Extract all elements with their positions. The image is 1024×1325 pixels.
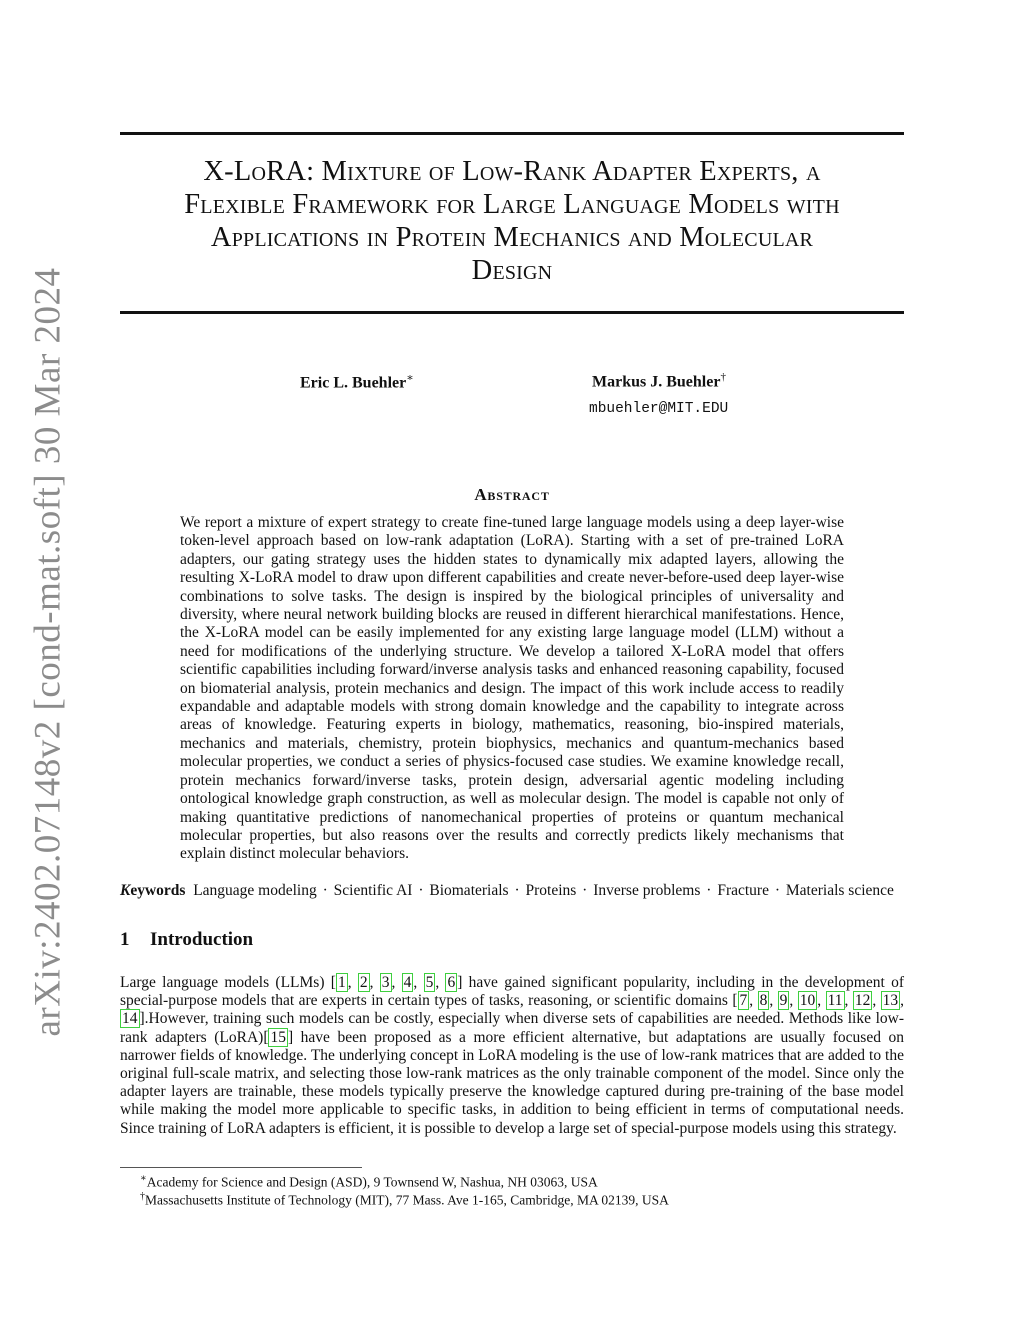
citation-link[interactable]: 12 <box>854 992 871 1010</box>
citation-link[interactable]: 13 <box>882 992 899 1010</box>
keyword: Biomaterials <box>429 882 509 899</box>
footnote-mark: ∗ <box>140 1173 147 1184</box>
keyword-separator: · <box>582 882 588 899</box>
keyword-separator: · <box>706 882 712 899</box>
keyword: Scientific AI <box>333 882 413 899</box>
paper-title <box>120 155 904 287</box>
keywords-line <box>120 882 904 900</box>
title-line: X-LoRA: Mixture of Low-Rank Adapter Experts, a <box>203 156 821 187</box>
citation-link[interactable]: 7 <box>739 992 748 1010</box>
keywords-label: Keywords <box>120 882 186 899</box>
abstract-heading: Abstract <box>474 485 550 504</box>
footnote-affiliation-mit <box>140 1191 669 1209</box>
keyword: Materials science <box>785 882 894 899</box>
keyword: Fracture <box>717 882 769 899</box>
title-line: Applications in Protein Mechanics and Molecular <box>210 222 814 253</box>
footnote-mark: † <box>140 1191 145 1202</box>
citation-link[interactable]: 15 <box>270 1028 286 1046</box>
section-heading-introduction <box>120 929 253 951</box>
footnote-text: Academy for Science and Design (ASD), 9 Townsend W, Nashua, NH 03063, USA <box>146 1174 598 1190</box>
keyword: Proteins <box>525 882 577 899</box>
author-markus-buehler <box>592 371 726 391</box>
keyword-separator: · <box>322 882 328 899</box>
section-title: Introduction <box>150 929 254 950</box>
keyword-separator: · <box>418 882 424 899</box>
citation-link[interactable]: 5 <box>425 974 434 991</box>
author-footnote-mark[interactable]: † <box>720 371 726 383</box>
citation-link[interactable]: 6 <box>447 974 456 991</box>
arxiv-identifier-stamp[interactable]: arXiv:2402.07148v2 [cond-mat.soft] 30 Mar 2024 <box>27 267 69 1037</box>
citation-link[interactable]: 4 <box>403 974 412 991</box>
keyword-separator: · <box>514 882 520 899</box>
citation-link[interactable]: 8 <box>759 992 768 1010</box>
footnote-affiliation-asd <box>140 1173 598 1191</box>
citation-link[interactable]: 14 <box>122 1010 138 1028</box>
author-footnote-mark[interactable]: ∗ <box>406 372 414 384</box>
author-name: Markus J. Buehler <box>592 373 721 391</box>
keyword-separator: · <box>774 882 781 899</box>
citation-link[interactable]: 10 <box>799 992 816 1010</box>
keyword: Inverse problems <box>593 882 701 899</box>
section-number: 1 <box>120 929 130 950</box>
introduction-paragraph: Large language models (LLMs) [ 1 , 2 , 3 , 4 , 5 , 6 ] have gained significant popularity, including in the development of special-purpose models that are experts in certain types of tasks, reasoning, or scientific domains [ 7 , 8 , 9 , 10 , 11 , 12 , 13 , 14 ].However, training such models can be costly, especially when diverse sets of capabilities are needed. Methods like low-rank adapters (LoRA)[ 15 ] have been proposed as a more efficient alternative, but adaptations are usually focused on narrower fields of knowledge. The underlying concept in LoRA modeling is the use of low-rank matrices that are added to the original full-scale matrix, and selecting those low-rank matrices as the only trainable component of the model. Since only the adapter layers are trainable, these models typically preserve the knowledge captured during pre-training of the base model while making the model more applicable to specific tasks, in addition to being efficient in terms of computational needs. Since training of LoRA adapters is efficient, it is possible to develop a large set of special-purpose models using this strategy. <box>120 974 905 1137</box>
abstract-text: We report a mixture of expert strategy to create fine-tuned large language models using a deep layer-wise token-level approach based on low-rank adaptation (LoRA). Starting with a set of pre-trained LoRA adapters, our gating strategy uses the hidden states to dynamically mix adapted layers, allowing the resulting X-LoRA model to draw upon different capabilities and create never-before-used deep layer-wise combinations to solve tasks. The design is inspired by the biological principles of universality and diversity, where neural network building blocks are reused in different hierarchical manifestations. Hence, the X-LoRA model can be easily implemented for any existing large language model (LLM) without a need for modifications of the underlying structure. We develop a tailored X-LoRA model that offers scientific capabilities including forward/inverse analysis tasks and enhanced reasoning capability, focused on biomaterial analysis, protein mechanics and design. The impact of this work include access to readily expandable and adaptable models with strong domain knowledge and the capability to integrate across areas of knowledge. Featuring experts in biology, mathematics, reasoning, bio-inspired materials, mechanics and materials, chemistry, protein biophysics, mechanics and quantum-mechanics based molecular properties, we conduct a series of physics-focused case studies. We examine knowledge recall, protein mechanics forward/inverse tasks, protein design, adversarial agentic modeling including ontological knowledge graph construction, as well as molecular design. The model is capable not only of making quantitative predictions of nanomechanical properties of proteins or quantum mechanical molecular properties, but also reasons over the results and correctly predicts likely mechanisms that explain distinct molecular behaviors. <box>180 514 844 863</box>
author-email: mbuehler@MIT.EDU <box>589 401 729 417</box>
citation-link[interactable]: 3 <box>381 974 390 991</box>
footnote-rule <box>120 1167 362 1168</box>
title-bottom-rule <box>120 311 904 314</box>
title-line: Design <box>471 255 553 286</box>
footnote-text: Massachusetts Institute of Technology (MIT), 77 Mass. Ave 1-165, Cambridge, MA 02139, USA <box>145 1192 669 1208</box>
title-top-rule <box>120 132 904 135</box>
citation-link[interactable]: 1 <box>337 974 346 991</box>
title-line: Flexible Framework for Large Language Models with <box>184 189 840 220</box>
author-name: Eric L. Buehler <box>300 374 407 392</box>
citation-link[interactable]: 11 <box>827 992 843 1010</box>
author-eric-buehler <box>300 371 414 392</box>
citation-link[interactable]: 9 <box>779 992 788 1010</box>
citation-link[interactable]: 2 <box>359 974 368 991</box>
keyword: Language modeling <box>193 882 317 899</box>
